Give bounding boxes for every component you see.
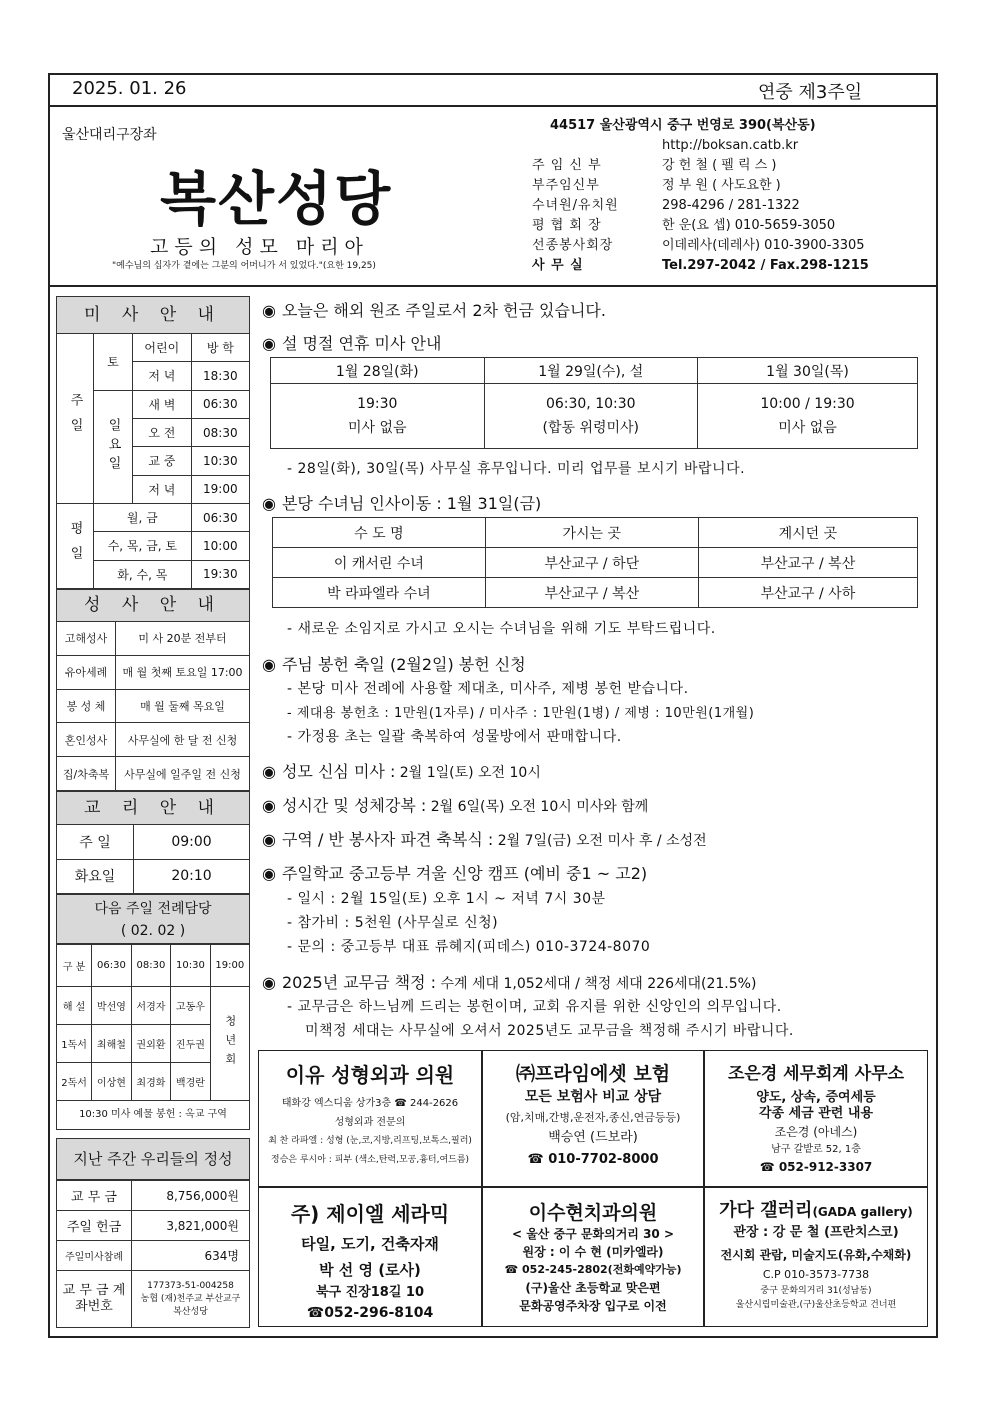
mass-time: 10:30 [191, 447, 249, 475]
ad-title: 이수현치과의원 [528, 1202, 658, 1224]
sunday-label: 주일 [67, 393, 83, 444]
notice-1: ◉ 오늘은 해외 원조 주일로서 2차 헌금 있습니다. [262, 301, 606, 320]
saturday-label: 토 [94, 334, 133, 391]
bullet-icon: ◉ [262, 655, 276, 674]
liturgy-title: 다음 주일 전례담당 [94, 901, 212, 917]
bullet-icon: ◉ [262, 301, 276, 320]
mass-section-title: 미 사 안 내 [56, 296, 250, 334]
catechism-time: 20:10 [134, 859, 250, 894]
liturgy-person: 백경란 [171, 1063, 211, 1101]
contact-info [532, 116, 869, 276]
ad-insurance [482, 1050, 704, 1187]
ad-ceramic [258, 1187, 482, 1327]
staff-label: 사 무 실 [532, 258, 584, 273]
holiday-head: 1월 28일(화) [271, 358, 485, 384]
catechism-day: 화요일 [57, 859, 134, 894]
notice-9-sub: - 교무금은 하느님께 드리는 봉헌이며, 교회 유지를 위한 신앙인의 의무입니다. [287, 999, 782, 1015]
church-name: 복산성당 [160, 165, 393, 233]
holiday-time: 19:30 [357, 396, 398, 412]
mass-name: 저 녁 [133, 475, 192, 503]
nun-head: 계시던 곳 [698, 518, 917, 548]
nun-head: 가시는 곳 [485, 518, 698, 548]
catechism-day: 주 일 [57, 825, 134, 860]
ad-line: 조은경 (아네스) [774, 1125, 858, 1139]
staff-label: 부주임신부 [532, 178, 600, 193]
ad-line: ☎052-296-8104 [306, 1305, 434, 1321]
liturgy-person: 박선영 [92, 987, 132, 1025]
issue-date: 2025. 01. 26 [72, 78, 187, 99]
mass-time: 18:30 [191, 362, 249, 390]
website-link[interactable]: http://boksan.catb.kr [662, 138, 799, 153]
account-bank: 농협 (재)천주교 부산교구 [140, 1293, 241, 1304]
staff-label: 선종봉사회장 [532, 238, 614, 253]
holiday-note: (합동 위령미사) [542, 420, 640, 436]
ad-line: 모든 보험사 비교 상담 [524, 1089, 662, 1105]
nun-from: 부산교구 / 사하 [698, 578, 917, 608]
notice-8: ◉ 주일학교 중고등부 겨울 신앙 캠프 (예비 중1 ~ 고2) [262, 864, 648, 883]
ad-line: 각종 세금 관련 내용 [758, 1106, 874, 1121]
offering-name: 교 무 금 [57, 1181, 132, 1211]
liturgy-person: 최해철 [92, 1025, 132, 1063]
liturgy-head: 구 분 [57, 945, 92, 987]
mass-time: 06:30 [191, 390, 249, 418]
ad-line: 울산시립미술관,(구)울산초등학교 건너편 [735, 1300, 897, 1310]
sunday-day-label: 일요일 [105, 418, 121, 476]
offering-value: 8,756,000원 [132, 1181, 250, 1211]
ad-dental-clinic [482, 1187, 704, 1327]
staff-label: 주 임 신 부 [532, 158, 602, 173]
holiday-mass-table [270, 357, 918, 449]
nun-name: 이 캐서린 수녀 [273, 548, 486, 578]
staff-value: 강 헌 철 ( 펠 릭 스 ) [662, 158, 777, 173]
ad-title-sub: (GADA gallery) [812, 1205, 913, 1219]
ad-line: 백승연 (드보라) [548, 1130, 638, 1145]
offering-name: 주일미사참례 [57, 1241, 132, 1271]
ad-line: (암,치매,간병,운전자,종신,연금등등) [505, 1111, 681, 1124]
mass-time: 08:30 [191, 418, 249, 446]
staff-label: 평 협 회 장 [532, 218, 602, 233]
divider [48, 105, 938, 107]
sacrament-name: 유아세례 [57, 655, 116, 689]
staff-value: Tel.297-2042 / Fax.298-1215 [662, 258, 869, 273]
liturgical-week: 연중 제3주일 [758, 82, 863, 103]
sacrament-name: 혼인성사 [57, 723, 116, 757]
liturgy-person: 이상현 [92, 1063, 132, 1101]
nun-to: 부산교구 / 복산 [485, 578, 698, 608]
ad-line: ☎ 052-912-3307 [759, 1160, 873, 1174]
sacrament-table [56, 621, 250, 791]
nun-from: 부산교구 / 복산 [698, 548, 917, 578]
ad-line: ☎ 052-245-2802(전화예약가능) [504, 1263, 682, 1276]
notice-9: ◉ 2025년 교무금 책정 : 수계 세대 1,052세대 / 책정 세대 226세대(21.5%) [262, 973, 757, 992]
liturgy-head: 06:30 [92, 945, 132, 987]
liturgy-role: 1독서 [57, 1025, 92, 1063]
notice-3-sub: - 새로운 소임지로 가시고 오시는 수녀님을 위해 기도 부탁드립니다. [287, 621, 716, 637]
catechism-table [56, 824, 250, 894]
ad-tax-office [704, 1050, 928, 1187]
holiday-note: 미사 없음 [778, 420, 837, 436]
notice-8-sub: - 문의 : 중고등부 대표 류혜지(피데스) 010-3724-8070 [287, 939, 651, 955]
notice-3: ◉ 본당 수녀님 인사이동 : 1월 31일(금) [262, 494, 542, 513]
nun-head: 수 도 명 [273, 518, 486, 548]
nun-name: 박 라파엘라 수녀 [273, 578, 486, 608]
holiday-time: 10:00 / 19:30 [760, 396, 855, 412]
holiday-head: 1월 29일(수), 설 [484, 358, 698, 384]
divider [48, 285, 938, 287]
liturgy-person: 서경자 [131, 987, 171, 1025]
holiday-head: 1월 30일(목) [698, 358, 918, 384]
sacrament-desc: 매 월 첫째 토요일 17:00 [116, 655, 250, 689]
mass-name: 오 전 [133, 418, 192, 446]
offering-note: 10:30 미사 예물 봉헌 : 옥교 구역 [56, 1100, 250, 1130]
ad-line: 최 찬 라파엘 : 성형 (눈,코,지방,리프팅,보톡스,필러) [268, 1136, 472, 1146]
bullet-icon: ◉ [262, 494, 276, 513]
liturgy-head: 10:30 [171, 945, 211, 987]
ad-title: 이유 성형외과 의원 [285, 1063, 455, 1087]
sacrament-desc: 미 사 20분 전부터 [116, 622, 250, 656]
ad-title: 조은경 세무회계 사무소 [727, 1064, 905, 1084]
sacrament-desc: 사무실에 일주일 전 신청 [116, 757, 250, 791]
ad-line: C.P 010-3573-7738 [762, 1268, 870, 1281]
bullet-icon: ◉ [262, 762, 276, 781]
weekday-time: 10:00 [191, 532, 249, 560]
bullet-icon: ◉ [262, 334, 276, 353]
notice-4-sub: - 가정용 초는 일괄 축복하여 성물방에서 판매합니다. [287, 729, 622, 745]
scripture-quote: "예수님의 십자가 곁에는 그분의 어머니가 서 있었다."(요한 19,25) [112, 261, 376, 271]
diocese-label: 울산대리구장좌 [62, 127, 157, 143]
ad-line: 관장 : 강 문 철 (프란치스코) [733, 1225, 899, 1240]
ad-line: 원장 : 이 수 현 (미카엘라) [522, 1245, 664, 1259]
liturgy-head: 08:30 [131, 945, 171, 987]
mass-time: 19:00 [191, 475, 249, 503]
notice-4-sub: - 제대용 봉헌초 : 1만원(1자루) / 미사주 : 1만원(1병) / 제병 : 10만원(1개월) [287, 706, 755, 721]
liturgy-person: 진두권 [171, 1025, 211, 1063]
liturgy-person: 권외환 [131, 1025, 171, 1063]
offering-value: 3,821,000원 [132, 1211, 250, 1241]
ad-line: ☎ 010-7702-8000 [527, 1152, 659, 1167]
liturgy-role: 2독서 [57, 1063, 92, 1101]
youth-group: 청년회 [223, 1015, 237, 1072]
mass-name: 교 중 [133, 447, 192, 475]
mass-schedule-table [56, 333, 250, 589]
ad-title: ㈜프라임에셋 보험 [515, 1063, 671, 1085]
account-label: 교 무 금 계좌번호 [57, 1271, 132, 1328]
liturgy-head: 19:00 [210, 945, 249, 987]
address: 44517 울산광역시 중구 번영로 390(복산동) [550, 118, 816, 133]
catechism-time: 09:00 [134, 825, 250, 860]
bullet-icon: ◉ [262, 830, 276, 849]
liturgy-section-title [56, 894, 250, 944]
account-holder: 복산성당 [173, 1306, 208, 1317]
offering-name: 주일 헌금 [57, 1211, 132, 1241]
ad-title: 가다 갤러리 [719, 1200, 813, 1221]
ad-gallery [704, 1187, 928, 1327]
liturgy-table [56, 944, 250, 1101]
ad-line: 문화공영주차장 입구로 이전 [519, 1299, 667, 1313]
weekday-days: 수, 목, 금, 토 [94, 532, 192, 560]
mass-time: 방 학 [191, 334, 249, 362]
notice-8-sub: - 일시 : 2월 15일(토) 오후 1시 ~ 저녁 7시 30분 [287, 891, 606, 907]
staff-value: 이데레사(데레사) 010-3900-3305 [662, 238, 865, 253]
mass-name: 어린이 [133, 334, 192, 362]
ad-line: 중구 문화의거리 31(성남동) [760, 1286, 872, 1296]
ad-line: 박 선 영 (로사) [319, 1261, 421, 1279]
mass-name: 새 벽 [133, 390, 192, 418]
ad-line: 성형외과 전문의 [334, 1117, 406, 1128]
staff-value: 한 운(요 셉) 010-5659-3050 [662, 218, 836, 233]
offering-value: 634명 [132, 1241, 250, 1271]
sacrament-section-title: 성 사 안 내 [56, 589, 250, 622]
notice-4: ◉ 주님 봉헌 축일 (2월2일) 봉헌 신청 [262, 655, 526, 674]
catechism-section-title: 교 리 안 내 [56, 791, 250, 825]
notice-2: ◉ 설 명절 연휴 미사 안내 [262, 334, 442, 353]
offering-section-title: 지난 주간 우리들의 정성 [56, 1138, 250, 1180]
weekday-time: 06:30 [191, 503, 249, 531]
bullet-icon: ◉ [262, 973, 276, 992]
ad-line: < 울산 중구 문화의거리 30 > [511, 1227, 675, 1241]
patron-name: 고등의 성모 마리아 [150, 236, 369, 258]
liturgy-person: 고동우 [171, 987, 211, 1025]
staff-label: 수녀원/유치원 [532, 198, 619, 213]
ad-line: (구)울산 초등학교 맞은편 [525, 1281, 661, 1295]
ad-line: 태화강 엑스디움 상가3층 ☎ 244-2626 [281, 1098, 459, 1109]
sacrament-desc: 사무실에 한 달 전 신청 [116, 723, 250, 757]
holiday-note: 미사 없음 [347, 420, 407, 436]
notice-7: ◉ 구역 / 반 봉사자 파견 축복식 : 2월 7일(금) 오전 미사 후 / 소성전 [262, 830, 707, 849]
bullet-icon: ◉ [262, 796, 276, 815]
notice-4-sub: - 본당 미사 전례에 사용할 제대초, 미사주, 제병 봉헌 받습니다. [287, 681, 689, 697]
liturgy-date: ( 02. 02 ) [120, 923, 186, 939]
ad-line: 양도, 상속, 증여세등 [756, 1090, 876, 1105]
weekday-label: 평일 [67, 520, 83, 571]
ad-line: 타일, 도기, 건축자재 [301, 1235, 439, 1253]
sacrament-desc: 매 월 둘째 목요일 [116, 689, 250, 723]
offering-table [56, 1180, 250, 1328]
sacrament-name: 고해성사 [57, 622, 116, 656]
notice-9-sub: 미책정 세대는 사무실에 오셔서 2025년도 교무금을 책정해 주시기 바랍니다. [305, 1023, 794, 1039]
staff-value: 정 부 원 ( 사도요한 ) [662, 178, 781, 193]
weekday-time: 19:30 [191, 560, 249, 588]
notice-8-sub: - 참가비 : 5천원 (사무실로 신청) [287, 915, 499, 931]
weekday-days: 월, 금 [94, 503, 192, 531]
notice-6: ◉ 성시간 및 성체강복 : 2월 6일(목) 오전 10시 미사와 함께 [262, 796, 649, 815]
notice-5: ◉ 성모 신심 미사 : 2월 1일(토) 오전 10시 [262, 762, 541, 781]
ad-line: 북구 진장18길 10 [315, 1285, 425, 1300]
holiday-time: 06:30, 10:30 [545, 396, 636, 412]
ad-line: 정승은 루시아 : 피부 (색소,탄력,모공,흉터,여드름) [270, 1155, 470, 1165]
liturgy-person: 최경화 [131, 1063, 171, 1101]
ad-plastic-surgery [258, 1050, 482, 1187]
nun-transfer-table [272, 517, 918, 608]
bullet-icon: ◉ [262, 864, 276, 883]
sacrament-name: 집/차축복 [57, 757, 116, 791]
notice-2-sub: - 28일(화), 30일(목) 사무실 휴무입니다. 미리 업무를 보시기 바랍니다. [287, 461, 746, 477]
ad-title: 주) 제이엘 세라믹 [290, 1202, 450, 1226]
ad-line: 남구 갈밭로 52, 1층 [771, 1144, 861, 1155]
account-number: 177373-51-004258 [147, 1280, 234, 1291]
mass-name: 저 녁 [133, 362, 192, 390]
staff-value: 298-4296 / 281-1322 [662, 198, 800, 213]
weekday-days: 화, 수, 목 [94, 560, 192, 588]
ad-line: 전시회 관람, 미술지도(유화,수채화) [720, 1248, 912, 1262]
liturgy-role: 해 설 [57, 987, 92, 1025]
nun-to: 부산교구 / 하단 [485, 548, 698, 578]
sacrament-name: 봉 성 체 [57, 689, 116, 723]
